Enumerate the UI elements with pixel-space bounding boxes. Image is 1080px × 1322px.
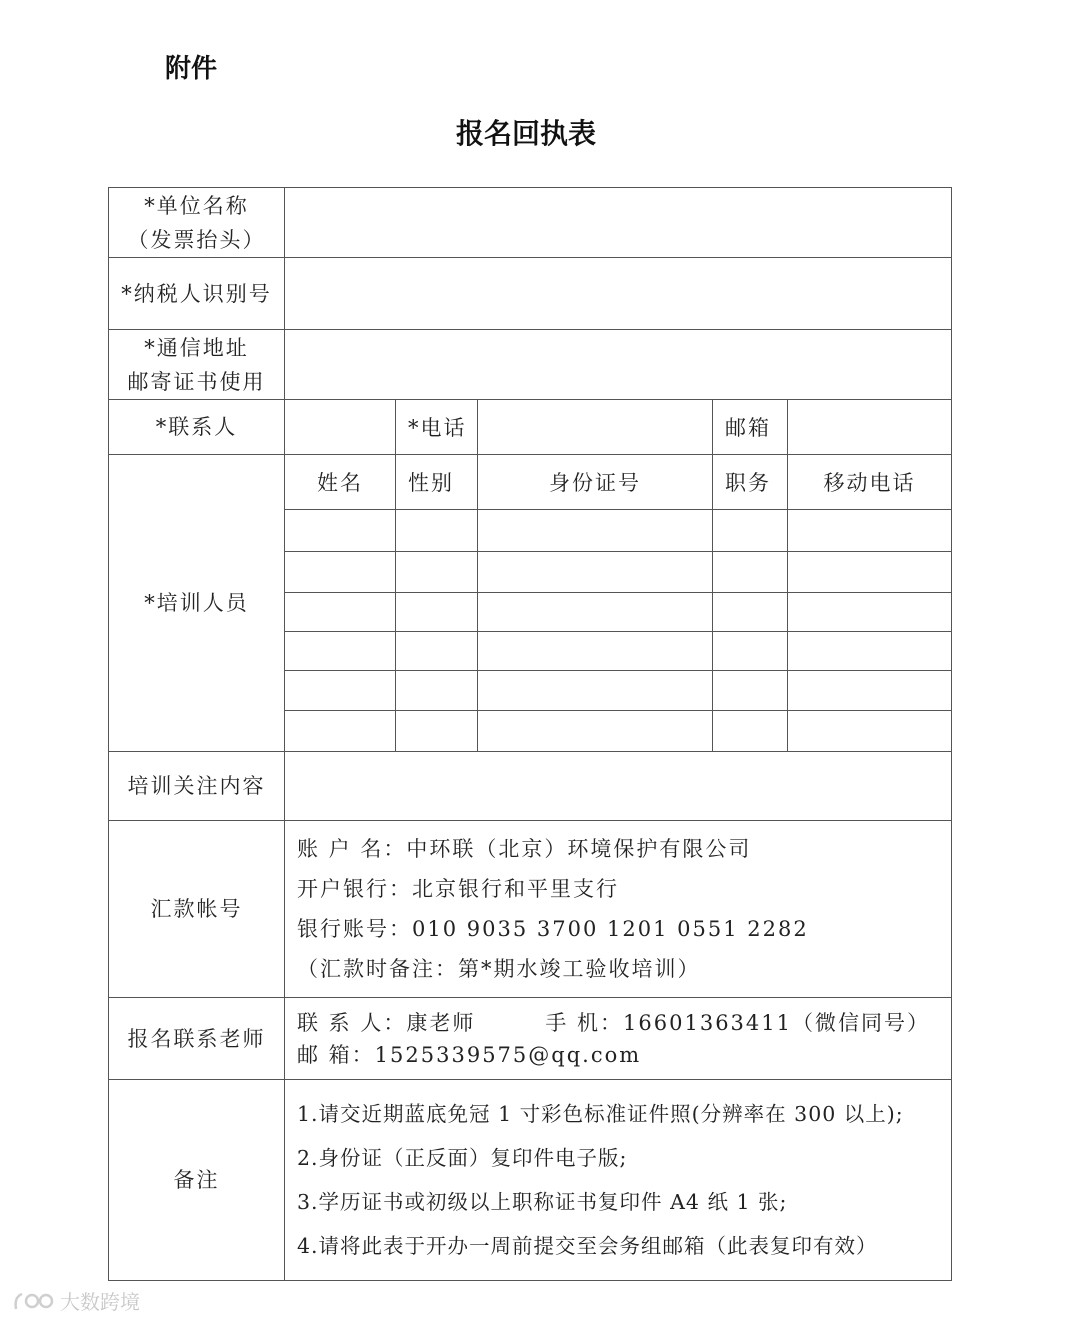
trainee-position-cell[interactable] [713, 632, 788, 671]
contact-input-cell[interactable] [285, 400, 396, 455]
trainee-id-cell[interactable] [478, 632, 713, 671]
remit-label: 汇款帐号 [109, 821, 285, 998]
trainee-id-cell[interactable] [478, 671, 713, 711]
notes-label: 备注 [109, 1080, 285, 1281]
row-remit [109, 821, 952, 998]
trainee-id-cell[interactable] [478, 711, 713, 752]
trainee-mobile-cell[interactable] [788, 711, 952, 752]
trainee-mobile-cell[interactable] [788, 671, 952, 711]
row-company [109, 188, 952, 258]
row-tax-id [109, 258, 952, 330]
trainee-gender-cell[interactable] [396, 671, 478, 711]
header-id-number: 身份证号 [478, 455, 713, 510]
row-teacher [109, 998, 952, 1080]
trainee-name-cell[interactable] [285, 632, 396, 671]
notes-list [285, 1080, 952, 1281]
trainee-mobile-cell[interactable] [788, 593, 952, 632]
email-label: 邮箱 [713, 400, 788, 455]
attachment-label: 附件 [165, 54, 218, 84]
trainee-position-cell[interactable] [713, 711, 788, 752]
account-name: 账 户 名：中环联（北京）环境保护有限公司 [297, 837, 752, 861]
trainee-position-cell[interactable] [713, 671, 788, 711]
header-gender: 性别 [396, 455, 478, 510]
trainee-mobile-cell[interactable] [788, 510, 952, 552]
row-address [109, 330, 952, 400]
trainee-position-cell[interactable] [713, 593, 788, 632]
note-item: 2.身份证（正反面）复印件电子版; [297, 1146, 628, 1170]
trainee-mobile-cell[interactable] [788, 552, 952, 593]
teacher-label: 报名联系老师 [109, 998, 285, 1080]
trainee-gender-cell[interactable] [396, 632, 478, 671]
focus-input-cell[interactable] [285, 752, 952, 821]
header-name: 姓名 [285, 455, 396, 510]
tax-id-label: *纳税人识别号 [109, 258, 285, 330]
trainee-name-cell[interactable] [285, 671, 396, 711]
phone-label: *电话 [396, 400, 478, 455]
watermark-logo-icon [10, 1289, 56, 1313]
row-notes [109, 1080, 952, 1281]
trainee-gender-cell[interactable] [396, 593, 478, 632]
trainee-id-cell[interactable] [478, 552, 713, 593]
form-title: 报名回执表 [455, 117, 596, 150]
trainee-mobile-cell[interactable] [788, 632, 952, 671]
remit-info [285, 821, 952, 998]
trainee-gender-cell[interactable] [396, 552, 478, 593]
trainee-gender-cell[interactable] [396, 711, 478, 752]
focus-label: 培训关注内容 [109, 752, 285, 821]
teacher-email: 邮 箱：1525339575@qq.com [297, 1042, 642, 1067]
header-mobile: 移动电话 [788, 455, 952, 510]
email-input-cell[interactable] [788, 400, 952, 455]
address-label: *通信地址 邮寄证书使用 [109, 330, 285, 400]
trainees-label: *培训人员 [109, 455, 285, 752]
trainee-name-cell[interactable] [285, 711, 396, 752]
registration-form-table [108, 187, 952, 1281]
trainee-name-cell[interactable] [285, 552, 396, 593]
trainee-name-cell[interactable] [285, 593, 396, 632]
account-number: 银行账号：010 9035 3700 1201 0551 2282 [297, 917, 809, 941]
contact-label: *联系人 [109, 400, 285, 455]
note-item: 3.学历证书或初级以上职称证书复印件 A4 纸 1 张; [297, 1190, 788, 1214]
teacher-info [285, 998, 952, 1080]
company-input-cell[interactable] [285, 188, 952, 258]
tax-id-input-cell[interactable] [285, 258, 952, 330]
teacher-mobile: 手 机：16601363411（微信同号） [545, 1010, 931, 1035]
trainee-header-row [109, 455, 952, 510]
row-contact [109, 400, 952, 455]
header-position: 职务 [713, 455, 788, 510]
trainee-name-cell[interactable] [285, 510, 396, 552]
trainee-gender-cell[interactable] [396, 510, 478, 552]
trainee-position-cell[interactable] [713, 510, 788, 552]
note-item: 1.请交近期蓝底免冠 1 寸彩色标准证件照(分辨率在 300 以上); [297, 1102, 904, 1126]
teacher-contact: 联 系 人：康老师 [297, 1010, 476, 1035]
watermark [10, 1286, 140, 1315]
phone-input-cell[interactable] [478, 400, 713, 455]
company-label: *单位名称 （发票抬头） [109, 188, 285, 258]
bank-name: 开户银行：北京银行和平里支行 [297, 877, 619, 901]
trainee-position-cell[interactable] [713, 552, 788, 593]
row-focus [109, 752, 952, 821]
trainee-id-cell[interactable] [478, 593, 713, 632]
trainee-id-cell[interactable] [478, 510, 713, 552]
watermark-text: 大数跨境 [60, 1290, 140, 1314]
remit-note: （汇款时备注：第*期水竣工验收培训） [297, 957, 701, 981]
note-item: 4.请将此表于开办一周前提交至会务组邮箱（此表复印有效） [297, 1234, 878, 1258]
address-input-cell[interactable] [285, 330, 952, 400]
